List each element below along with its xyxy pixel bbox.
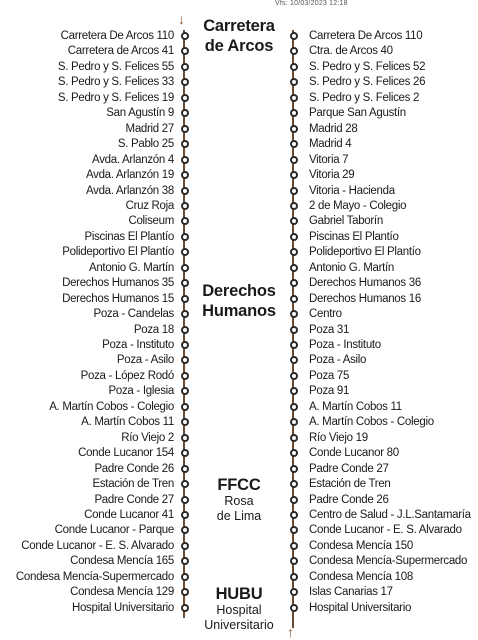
right-stop-node <box>290 418 298 426</box>
left-stop-label: Hospital Universitario <box>71 601 174 614</box>
left-stop-node <box>181 511 189 519</box>
left-stop-label: Coliseum <box>128 215 174 228</box>
left-stop-node <box>181 326 189 334</box>
right-stop-node <box>290 264 298 272</box>
right-stop-node <box>290 542 298 550</box>
left-stop-node <box>181 125 189 133</box>
right-stop-node <box>290 326 298 334</box>
right-stop-node <box>290 356 298 364</box>
right-stop-label: Estación de Tren <box>309 478 391 491</box>
section-carretera-line1: Carretera <box>203 17 275 35</box>
left-stop-label: Conde Lucanor 41 <box>84 508 174 521</box>
right-stop-label: Conde Lucanor 80 <box>309 447 399 460</box>
left-stop-node <box>181 171 189 179</box>
left-stop-label: Poza - Candelas <box>93 308 174 321</box>
right-stop-label: Ctra. de Arcos 40 <box>309 45 393 58</box>
right-stop-label: A. Martín Cobos 11 <box>309 400 402 413</box>
left-stop-node <box>181 588 189 596</box>
right-stop-label: Poza - Asilo <box>309 354 367 367</box>
left-stop-node <box>181 248 189 256</box>
right-stop-label: Derechos Humanos 16 <box>309 292 421 305</box>
left-stop-node <box>181 264 189 272</box>
right-stop-node <box>290 557 298 565</box>
right-stop-label: Conde Lucanor - E. S. Alvarado <box>309 524 462 537</box>
right-stop-label: Parque San Agustín <box>309 107 406 120</box>
right-stop-node <box>290 465 298 473</box>
left-stop-node <box>181 78 189 86</box>
right-stop-node <box>290 372 298 380</box>
left-stop-label: Conde Lucanor - E. S. Alvarado <box>21 539 174 552</box>
left-stop-label: Condesa Mencía-Supermercado <box>15 570 174 583</box>
right-stop-label: Centro <box>309 308 342 321</box>
section-ffcc-sub1: Rosa <box>224 494 254 508</box>
right-stop-node <box>290 248 298 256</box>
right-stop-node <box>290 109 298 117</box>
right-stop-label: Condesa Mencía 150 <box>309 539 413 552</box>
left-stop-node <box>181 341 189 349</box>
right-stop-node <box>290 511 298 519</box>
right-stop-label: Centro de Salud - J.L.Santamaría <box>309 508 471 521</box>
right-stop-node <box>290 202 298 210</box>
right-stop-label: S. Pedro y S. Felices 2 <box>309 91 420 104</box>
left-stop-node <box>181 109 189 117</box>
left-stop-label: Piscinas El Plantío <box>84 230 174 243</box>
right-stop-label: Poza - Instituto <box>309 339 381 351</box>
right-stop-label: Río Viejo 19 <box>309 431 368 444</box>
section-hubu-sub <box>190 603 288 633</box>
left-stop-node <box>181 356 189 364</box>
right-stop-label: Antonio G. Martín <box>309 261 395 274</box>
right-stop-node <box>290 47 298 55</box>
up-arrow-icon: ↑ <box>287 624 294 640</box>
left-stop-node <box>181 557 189 565</box>
right-stop-node <box>290 480 298 488</box>
left-stop-label: Condesa Mencía 165 <box>70 555 174 568</box>
section-carretera-line2: de Arcos <box>204 37 274 55</box>
left-stop-node <box>181 295 189 303</box>
left-stop-node <box>181 480 189 488</box>
left-stop-node <box>181 63 189 71</box>
header-date: Vfs: 10/03/2023 12:18 <box>275 0 348 7</box>
left-stop-label: Conde Lucanor - Parque <box>54 524 174 537</box>
left-stop-label: Avda. Arlanzón 19 <box>85 169 174 182</box>
left-stop-label: Carretera De Arcos 110 <box>60 30 174 42</box>
right-stop-label: Condesa Mencía-Supermercado <box>309 555 468 568</box>
right-stop-label: Gabriel Taborín <box>309 215 383 228</box>
left-stop-node <box>181 418 189 426</box>
left-stop-label: Madrid 27 <box>125 122 174 135</box>
right-stop-node <box>290 310 298 318</box>
right-stop-node <box>290 341 298 349</box>
right-stop-label: Islas Canarias 17 <box>309 586 393 599</box>
right-stop-node <box>290 295 298 303</box>
right-stop-label: Poza 31 <box>309 323 350 336</box>
section-hubu-title: HUBU <box>215 585 263 603</box>
right-stop-node <box>290 63 298 71</box>
left-stop-label: Poza 18 <box>133 323 174 336</box>
left-stop-label: Estación de Tren <box>92 478 174 491</box>
left-stop-label: Carretera de Arcos 41 <box>67 45 174 58</box>
left-stop-label: A. Martín Cobos - Colegio <box>49 400 174 413</box>
left-stop-node <box>181 156 189 164</box>
left-stop-node <box>181 233 189 241</box>
left-stop-node <box>181 573 189 581</box>
section-ffcc-sub <box>190 494 288 524</box>
right-stop-node <box>290 279 298 287</box>
left-stop-node <box>181 604 189 612</box>
left-stop-label: Poza - Asilo <box>116 354 174 367</box>
right-stop-node <box>290 434 298 442</box>
right-stop-label: Hospital Universitario <box>309 601 412 614</box>
left-stop-label: Poza - Instituto <box>102 339 174 351</box>
left-stop-node <box>181 403 189 411</box>
right-stop-node <box>290 94 298 102</box>
right-stop-label: Madrid 28 <box>309 122 358 135</box>
left-stop-label: Condesa Mencía 129 <box>70 586 174 599</box>
left-stop-node <box>181 542 189 550</box>
section-hubu-sub1: Hospital <box>216 603 262 617</box>
right-stop-label: S. Pedro y S. Felices 26 <box>309 76 426 89</box>
left-stop-node <box>181 47 189 55</box>
left-stop-node <box>181 310 189 318</box>
left-stop-node <box>181 279 189 287</box>
left-stop-node <box>181 94 189 102</box>
section-derechos-humanos <box>190 281 288 321</box>
left-stop-label: Cruz Roja <box>125 199 174 212</box>
left-stop-label: S. Pablo 25 <box>117 138 174 151</box>
left-stop-label: Río Viejo 2 <box>121 431 174 444</box>
right-stop-label: A. Martín Cobos - Colegio <box>309 416 434 429</box>
left-stop-label: Antonio G. Martín <box>88 261 174 274</box>
right-stop-label: Vitoria 29 <box>309 169 355 182</box>
right-stop-label: Polideportivo El Plantío <box>309 246 421 259</box>
left-stop-label: Avda. Arlanzón 4 <box>92 153 174 166</box>
section-ffcc-title: FFCC <box>217 476 261 494</box>
left-stop-node <box>181 32 189 40</box>
left-stop-node <box>181 387 189 395</box>
right-stop-label: Vitoria - Hacienda <box>309 184 395 197</box>
right-stop-node <box>290 140 298 148</box>
right-stop-node <box>290 403 298 411</box>
right-stop-label: Padre Conde 27 <box>309 462 389 475</box>
section-hubu-sub2: Universitario <box>204 618 274 632</box>
right-stop-node <box>290 187 298 195</box>
left-stop-label: San Agustín 9 <box>106 107 174 120</box>
section-derechos-line1: Derechos <box>202 282 276 300</box>
left-stop-node <box>181 140 189 148</box>
left-stop-label: Derechos Humanos 15 <box>62 292 174 305</box>
left-stop-node <box>181 496 189 504</box>
right-stop-node <box>290 32 298 40</box>
section-carretera-de-arcos <box>190 16 288 56</box>
left-stop-label: Poza - Iglesia <box>108 385 174 398</box>
left-stop-label: Padre Conde 26 <box>94 462 174 475</box>
right-stop-node <box>290 217 298 225</box>
right-stop-node <box>290 156 298 164</box>
left-stop-label: Derechos Humanos 35 <box>62 277 174 290</box>
left-stop-label: Avda. Arlanzón 38 <box>85 184 174 197</box>
left-stop-label: Conde Lucanor 154 <box>78 447 174 460</box>
left-stop-node <box>181 217 189 225</box>
right-stop-node <box>290 604 298 612</box>
left-stop-label: S. Pedro y S. Felices 19 <box>57 91 174 104</box>
left-stop-node <box>181 465 189 473</box>
right-stop-label: Madrid 4 <box>309 138 352 151</box>
down-arrow-icon: ↓ <box>178 11 185 27</box>
right-stop-label: Carretera De Arcos 110 <box>309 30 423 42</box>
right-stop-label: Derechos Humanos 36 <box>309 277 421 290</box>
right-stop-node <box>290 171 298 179</box>
right-stop-node <box>290 125 298 133</box>
left-stop-node <box>181 202 189 210</box>
section-ffcc-sub2: de Lima <box>216 509 262 523</box>
right-stop-node <box>290 588 298 596</box>
right-stop-label: Condesa Mencía 108 <box>309 570 413 583</box>
right-stop-label: Piscinas El Plantío <box>309 230 399 243</box>
left-stop-node <box>181 434 189 442</box>
left-stop-label: S. Pedro y S. Felices 55 <box>57 60 174 73</box>
left-stop-label: Padre Conde 27 <box>94 493 174 506</box>
left-stop-label: Polideportivo El Plantío <box>62 246 174 259</box>
right-stop-node <box>290 526 298 534</box>
right-stop-node <box>290 233 298 241</box>
right-stop-node <box>290 449 298 457</box>
right-stop-label: Vitoria 7 <box>309 153 349 166</box>
right-stop-node <box>290 387 298 395</box>
right-stop-label: 2 de Mayo - Colegio <box>309 199 407 212</box>
right-stop-node <box>290 573 298 581</box>
left-stop-label: S. Pedro y S. Felices 33 <box>57 76 174 89</box>
left-stop-node <box>181 187 189 195</box>
left-stop-node <box>181 449 189 457</box>
left-stop-label: A. Martín Cobos 11 <box>81 416 174 429</box>
left-stop-node <box>181 372 189 380</box>
right-stop-node <box>290 78 298 86</box>
right-stop-node <box>290 496 298 504</box>
right-stop-label: Poza 91 <box>309 385 350 398</box>
right-stop-label: Padre Conde 26 <box>309 493 389 506</box>
left-stop-label: Poza - López Rodó <box>80 369 174 382</box>
right-stop-label: Poza 75 <box>309 369 350 382</box>
right-stop-label: S. Pedro y S. Felices 52 <box>309 60 426 73</box>
section-derechos-line2: Humanos <box>202 302 276 320</box>
left-stop-node <box>181 526 189 534</box>
